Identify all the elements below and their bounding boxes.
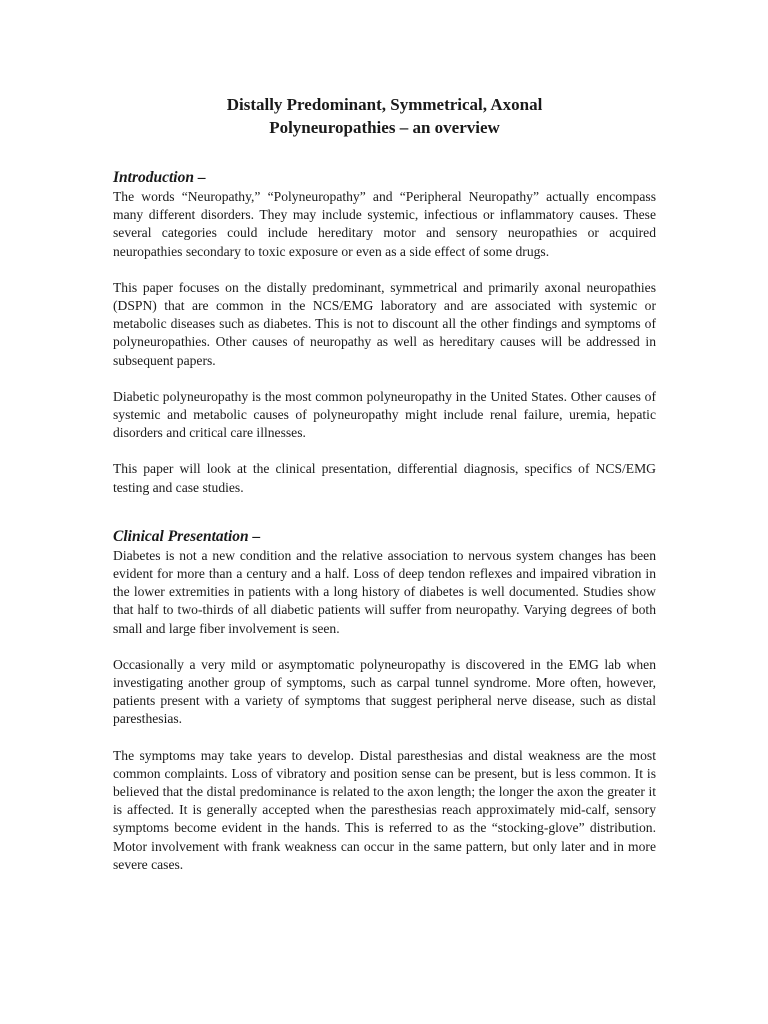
clinical-paragraph-2: Occasionally a very mild or asymptomatic polyneuropathy is discovered in the EMG lab when investigating another group of symptoms, such as carpal tunnel syndrome. More often, however, patients present with a variety of symptoms that suggest peripheral nerve disease, such as distal paresthesias. [113,656,656,727]
intro-paragraph-1: The words “Neuropathy,” “Polyneuropathy” and “Peripheral Neuropathy” actually encompass many different disorders. They may include systemic, infectious or inflammatory causes. These several categories could include hereditary motor and sensory neuropathies or acquired neuropathies secondary to toxic exposure or even as a side effect of some drugs. [113,189,656,259]
intro-paragraph-4: This paper will look at the clinical presentation, differential diagnosis, specifics of NCS/EMG testing and case studies. [113,461,656,495]
clinical-paragraph-1: Diabetes is not a new condition and the relative association to nervous system changes has been evident for more than a century and a half. Loss of deep tendon reflexes and impaired vibration in the lower extremities in patients with a long history of diabetes is well documented. Studies show that half to two-thirds of all diabetic patients will suffer from neuropathy. Varying degrees of both small and large fiber involvement is seen. [113,547,656,636]
section-heading-clinical-presentation: Clinical Presentation – [113,527,261,545]
section-heading-introduction: Introduction – [113,169,206,186]
intro-paragraph-3: Diabetic polyneuropathy is the most common polyneuropathy in the United States. Other causes of systemic and metabolic causes of polyneuropathy might include renal failure, uremia, hepatic disorders and critical care illnesses. [113,388,656,441]
clinical-paragraph-3: The symptoms may take years to develop. Distal paresthesias and distal weakness are the most common complaints. Loss of vibratory and position sense can be present, but is less common. It is believed that the distal predominance is related to the axon length; the longer the axon the greater it is affected. It is generally accepted when the paresthesias reach approximately mid-calf, sensory symptoms become evident in the hands. This is referred to as the “stocking-glove” distribution. Motor involvement with frank weakness can occur in the same pattern, but only later and in more severe cases. [113,747,656,872]
intro-paragraph-2: This paper focuses on the distally predominant, symmetrical and primarily axonal neuropathies (DSPN) that are common in the NCS/EMG laboratory and are associated with systemic or metabolic diseases such as diabetes. This is not to discount all the other findings and symptoms of polyneuropathies. Other causes of neuropathy as well as hereditary causes will be addressed in subsequent papers. [113,279,656,368]
title-line-2: Polyneuropathies – an overview [269,118,500,137]
title-line-1: Distally Predominant, Symmetrical, Axonal [226,95,543,114]
document-page [113,0,656,874]
document-title [113,93,656,139]
